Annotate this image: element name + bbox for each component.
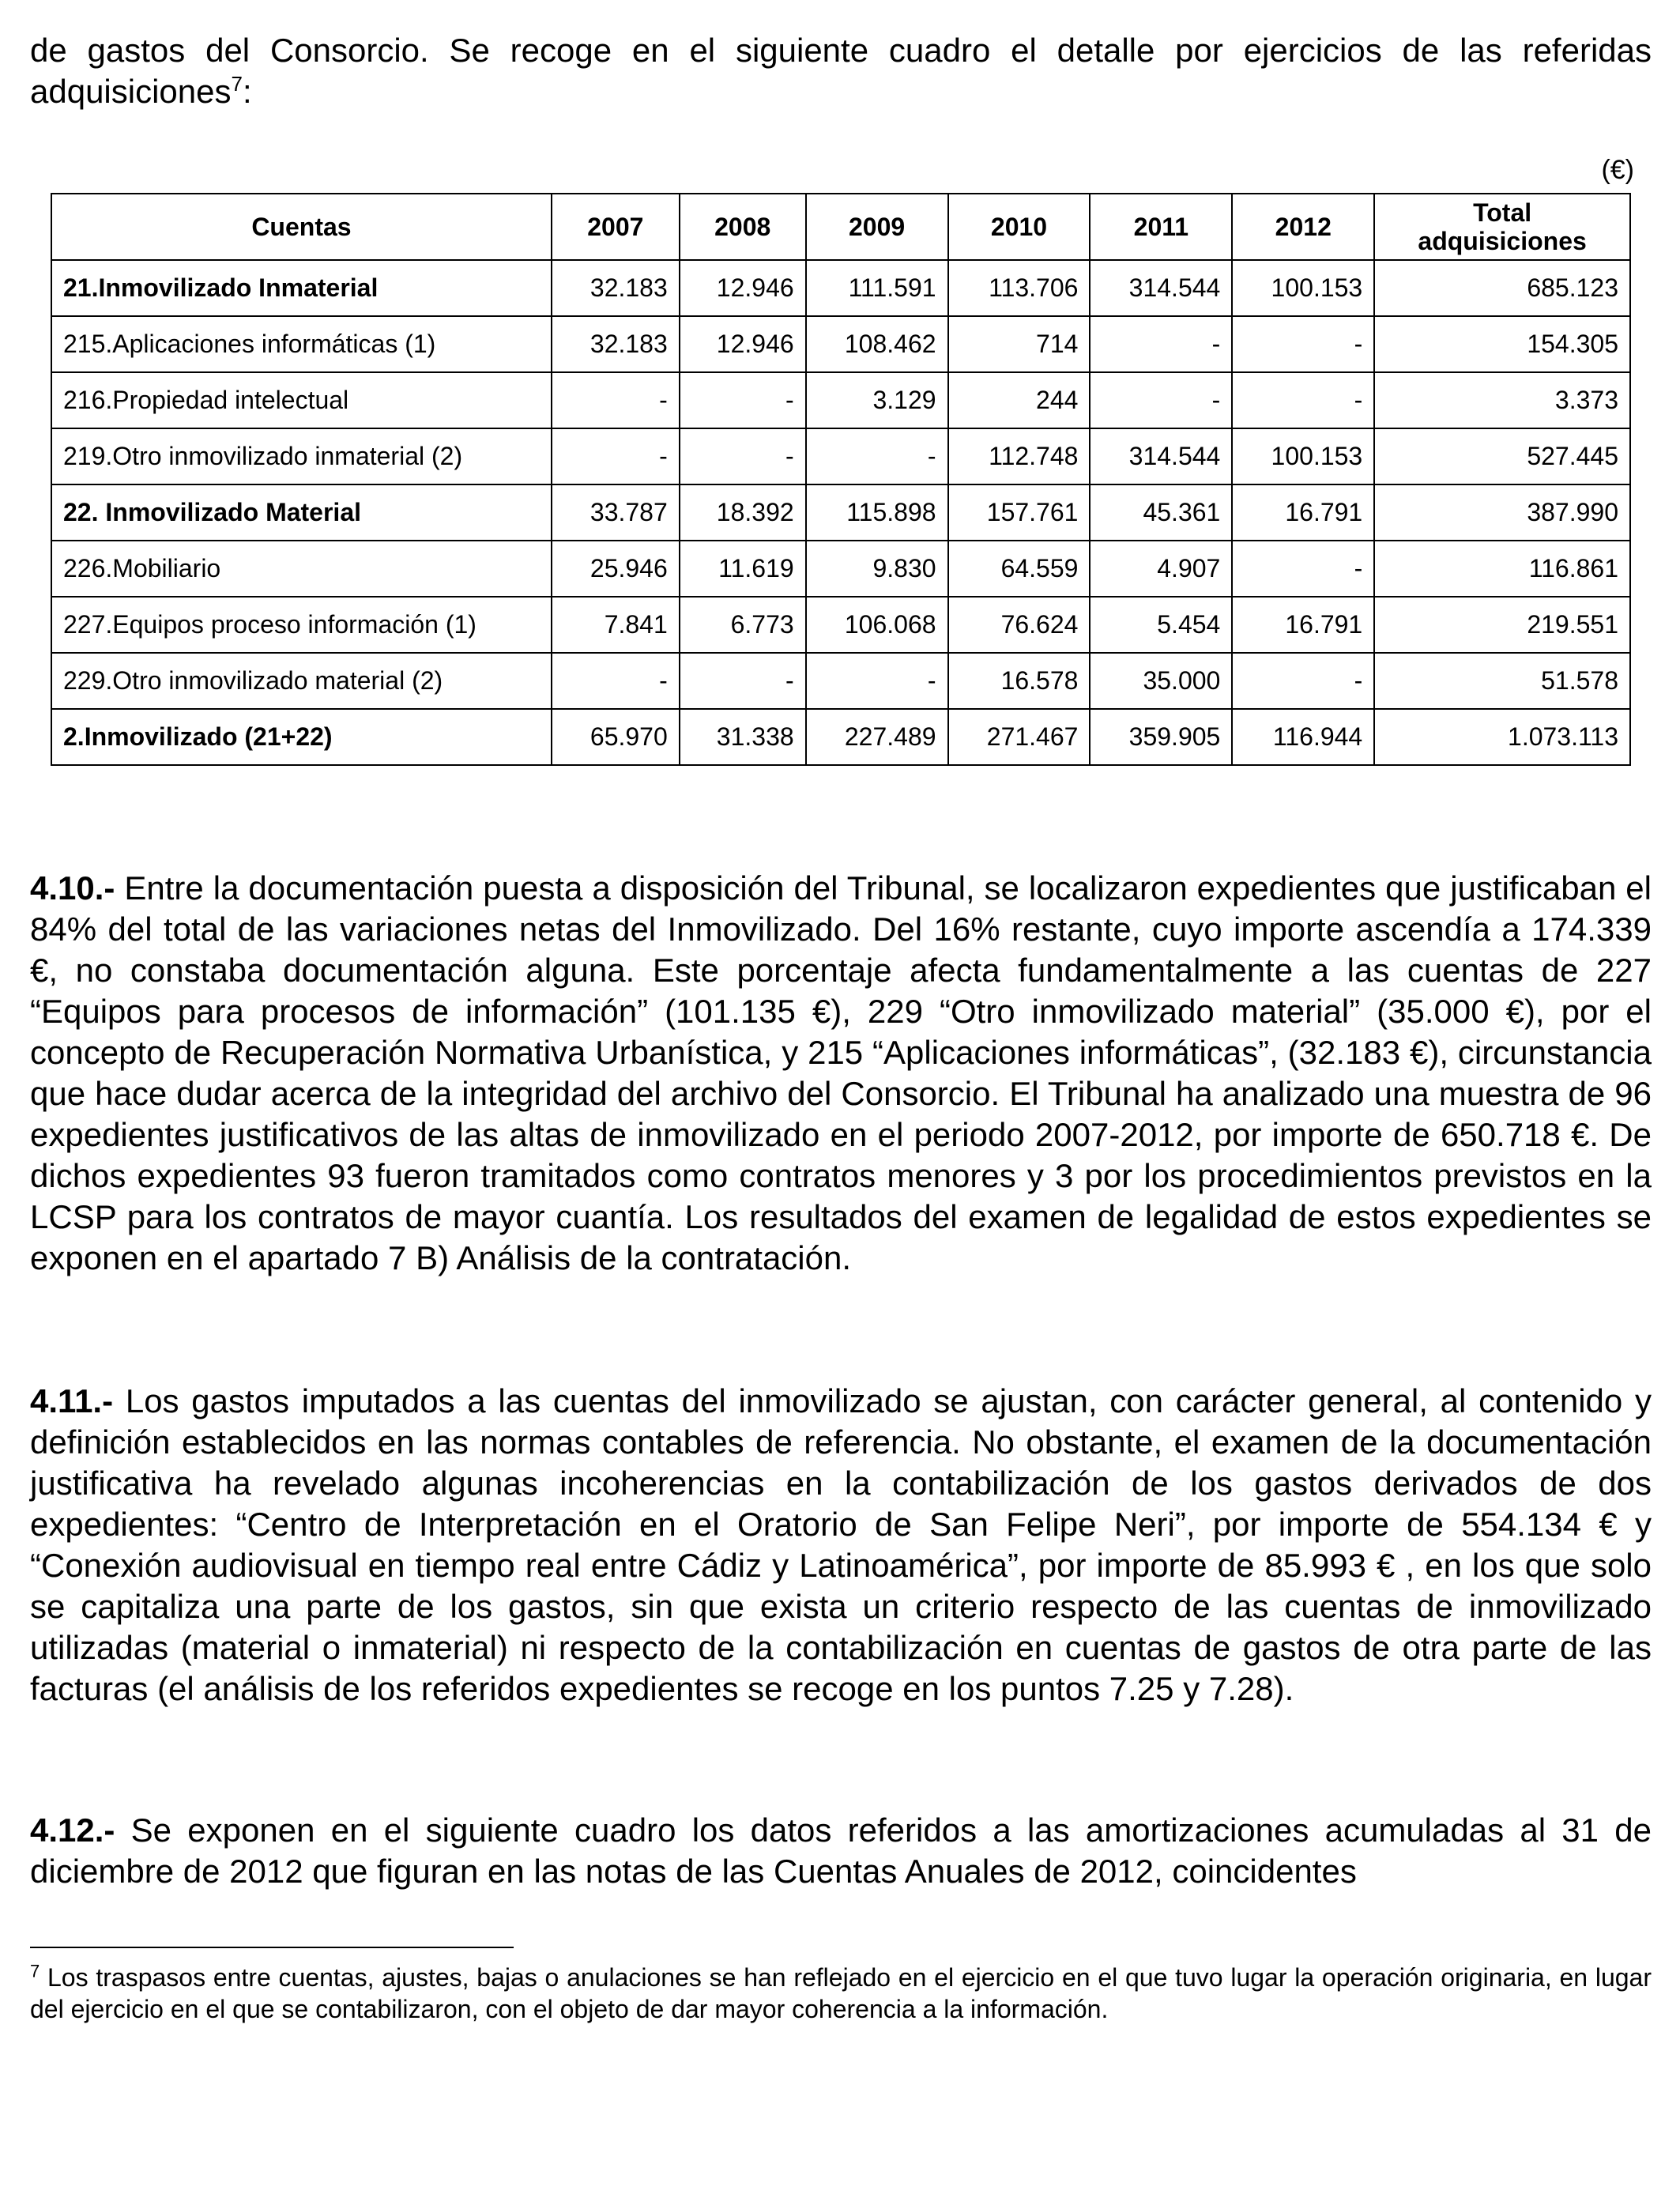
table-cell: 108.462: [806, 316, 948, 372]
table-cell: 12.946: [680, 316, 806, 372]
table-cell: 154.305: [1374, 316, 1630, 372]
row-label: 229.Otro inmovilizado material (2): [51, 653, 552, 709]
table-cell: -: [552, 653, 680, 709]
column-header: Total adquisiciones: [1374, 194, 1630, 260]
table-cell: -: [552, 372, 680, 428]
row-label: 226.Mobiliario: [51, 541, 552, 597]
table-cell: 112.748: [948, 428, 1090, 484]
footnote-text: Los traspasos entre cuentas, ajustes, bajas o anulaciones se han reflejado en el ejercicio en el que tuvo lugar la operación originaria, en lugar del ejercicio en el que se contabilizaron, con el objeto de dar mayor coherencia a la información.: [30, 1963, 1652, 2023]
table-cell: 244: [948, 372, 1090, 428]
table-cell: 106.068: [806, 597, 948, 653]
table-cell: 113.706: [948, 260, 1090, 316]
table-cell: 65.970: [552, 709, 680, 765]
table-cell: 64.559: [948, 541, 1090, 597]
row-label: 219.Otro inmovilizado inmaterial (2): [51, 428, 552, 484]
table-cell: -: [1232, 541, 1374, 597]
paragraph-text: Los gastos imputados a las cuentas del inmovilizado se ajustan, con carácter general, al contenido y definición establecidos en las normas contables de referencia. No obstante, el examen de la documentación justificativa ha revelado algunas incoherencias en la contabilización de los gastos derivados de dos expedientes: “Centro de Interpretación en el Oratorio de San Felipe Neri”, por importe de 554.134 € y “Conexión audiovisual en tiempo real entre Cádiz y Latinoamérica”, por importe de 85.993 € , en los que solo se capitaliza una parte de los gastos, sin que exista un criterio respecto de las cuentas de inmovilizado utilizadas (material o inmaterial) ni respecto de la contabilización en cuentas de gastos de otra parte de las facturas (el análisis de los referidos expedientes se recoge en los puntos 7.25 y 7.28).: [30, 1382, 1652, 1707]
table-cell: 16.578: [948, 653, 1090, 709]
table-cell: 714: [948, 316, 1090, 372]
table-cell: 111.591: [806, 260, 948, 316]
intro-text: de gastos del Consorcio. Se recoge en el siguiente cuadro el detalle por ejercicios de las referidas adquisiciones: [30, 32, 1652, 110]
table-cell: 100.153: [1232, 428, 1374, 484]
table-cell: 51.578: [1374, 653, 1630, 709]
table-cell: 314.544: [1090, 428, 1232, 484]
table-row: [51, 260, 1630, 316]
table-row: [51, 316, 1630, 372]
table-cell: 6.773: [680, 597, 806, 653]
table-cell: 5.454: [1090, 597, 1232, 653]
table-row: [51, 372, 1630, 428]
table-row: [51, 597, 1630, 653]
row-label: 21.Inmovilizado Inmaterial: [51, 260, 552, 316]
row-label: 215.Aplicaciones informáticas (1): [51, 316, 552, 372]
table-cell: 32.183: [552, 316, 680, 372]
table-cell: 7.841: [552, 597, 680, 653]
row-label: 2.Inmovilizado (21+22): [51, 709, 552, 765]
column-header: 2012: [1232, 194, 1374, 260]
table-row: [51, 541, 1630, 597]
table-cell: -: [806, 653, 948, 709]
table-cell: 18.392: [680, 484, 806, 541]
table-cell: -: [680, 653, 806, 709]
table-cell: 527.445: [1374, 428, 1630, 484]
table-cell: 314.544: [1090, 260, 1232, 316]
column-header: 2009: [806, 194, 948, 260]
table-cell: 11.619: [680, 541, 806, 597]
table-cell: 116.944: [1232, 709, 1374, 765]
table-cell: 45.361: [1090, 484, 1232, 541]
column-header: 2008: [680, 194, 806, 260]
table-cell: 116.861: [1374, 541, 1630, 597]
table-cell: 3.129: [806, 372, 948, 428]
footnote-reference[interactable]: 7: [231, 72, 243, 96]
table-unit-label: (€): [1601, 155, 1634, 185]
paragraph-4-11: [30, 1381, 1652, 1710]
table-cell: 12.946: [680, 260, 806, 316]
table-cell: 3.373: [1374, 372, 1630, 428]
table-row: [51, 428, 1630, 484]
intro-tail: :: [242, 73, 252, 110]
table-header-row: [51, 194, 1630, 260]
table-cell: 685.123: [1374, 260, 1630, 316]
table-cell: 76.624: [948, 597, 1090, 653]
column-header: 2011: [1090, 194, 1232, 260]
intro-paragraph: [30, 30, 1652, 112]
table-cell: -: [1232, 653, 1374, 709]
paragraph-number: 4.10.-: [30, 869, 115, 907]
paragraph-text: Entre la documentación puesta a disposición del Tribunal, se localizaron expedientes que justificaban el 84% del total de las variaciones netas del Inmovilizado. Del 16% restante, cuyo importe ascendía a 174.339 €, no constaba documentación alguna. Este porcentaje afecta fundamentalmente a las cuentas de 227 “Equipos para procesos de información” (101.135 €), 229 “Otro inmovilizado material” (35.000 €), por el concepto de Recuperación Normativa Urbanística, y 215 “Aplicaciones informáticas”, (32.183 €), circunstancia que hace dudar acerca de la integridad del archivo del Consorcio. El Tribunal ha analizado una muestra de 96 expedientes justificativos de las altas de inmovilizado en el periodo 2007-2012, por importe de 650.718 €. De dichos expedientes 93 fueron tramitados como contratos menores y 3 por los procedimientos previstos en la LCSP para los contratos de mayor cuantía. Los resultados del examen de legalidad de estos expedientes se exponen en el apartado 7 B) Análisis de la contratación.: [30, 869, 1652, 1276]
footnote-separator: [30, 1947, 514, 1948]
table-cell: 157.761: [948, 484, 1090, 541]
table-row: [51, 653, 1630, 709]
table-cell: -: [680, 372, 806, 428]
paragraph-text: Se exponen en el siguiente cuadro los datos referidos a las amortizaciones acumuladas al 31 de diciembre de 2012 que figuran en las notas de las Cuentas Anuales de 2012, coincidentes: [30, 1811, 1652, 1890]
table-cell: -: [552, 428, 680, 484]
table-cell: -: [1090, 316, 1232, 372]
table-cell: 271.467: [948, 709, 1090, 765]
table-cell: 31.338: [680, 709, 806, 765]
table-cell: 1.073.113: [1374, 709, 1630, 765]
table-cell: 25.946: [552, 541, 680, 597]
table-cell: 227.489: [806, 709, 948, 765]
table-body: [51, 260, 1630, 765]
table-cell: 16.791: [1232, 597, 1374, 653]
footnote-mark: 7: [30, 1961, 40, 1981]
table-cell: 9.830: [806, 541, 948, 597]
footnote: [30, 1962, 1652, 2025]
column-header-accounts: Cuentas: [51, 194, 552, 260]
row-label: 227.Equipos proceso información (1): [51, 597, 552, 653]
table-cell: -: [1232, 372, 1374, 428]
table-cell: 16.791: [1232, 484, 1374, 541]
table-cell: -: [1090, 372, 1232, 428]
table-cell: 32.183: [552, 260, 680, 316]
table-cell: 4.907: [1090, 541, 1232, 597]
paragraph-number: 4.11.-: [30, 1382, 114, 1419]
table-cell: 115.898: [806, 484, 948, 541]
paragraph-number: 4.12.-: [30, 1811, 115, 1849]
acquisitions-table: [51, 193, 1631, 766]
row-label: 216.Propiedad intelectual: [51, 372, 552, 428]
table-cell: 100.153: [1232, 260, 1374, 316]
column-header: 2007: [552, 194, 680, 260]
table-cell: 359.905: [1090, 709, 1232, 765]
table-cell: 387.990: [1374, 484, 1630, 541]
table-cell: -: [806, 428, 948, 484]
table-cell: 219.551: [1374, 597, 1630, 653]
table-cell: -: [680, 428, 806, 484]
paragraph-4-12: [30, 1810, 1652, 1892]
table-cell: 33.787: [552, 484, 680, 541]
paragraph-4-10: [30, 868, 1652, 1279]
table-cell: 35.000: [1090, 653, 1232, 709]
table-row: [51, 484, 1630, 541]
table-row: [51, 709, 1630, 765]
row-label: 22. Inmovilizado Material: [51, 484, 552, 541]
column-header: 2010: [948, 194, 1090, 260]
table-cell: -: [1232, 316, 1374, 372]
